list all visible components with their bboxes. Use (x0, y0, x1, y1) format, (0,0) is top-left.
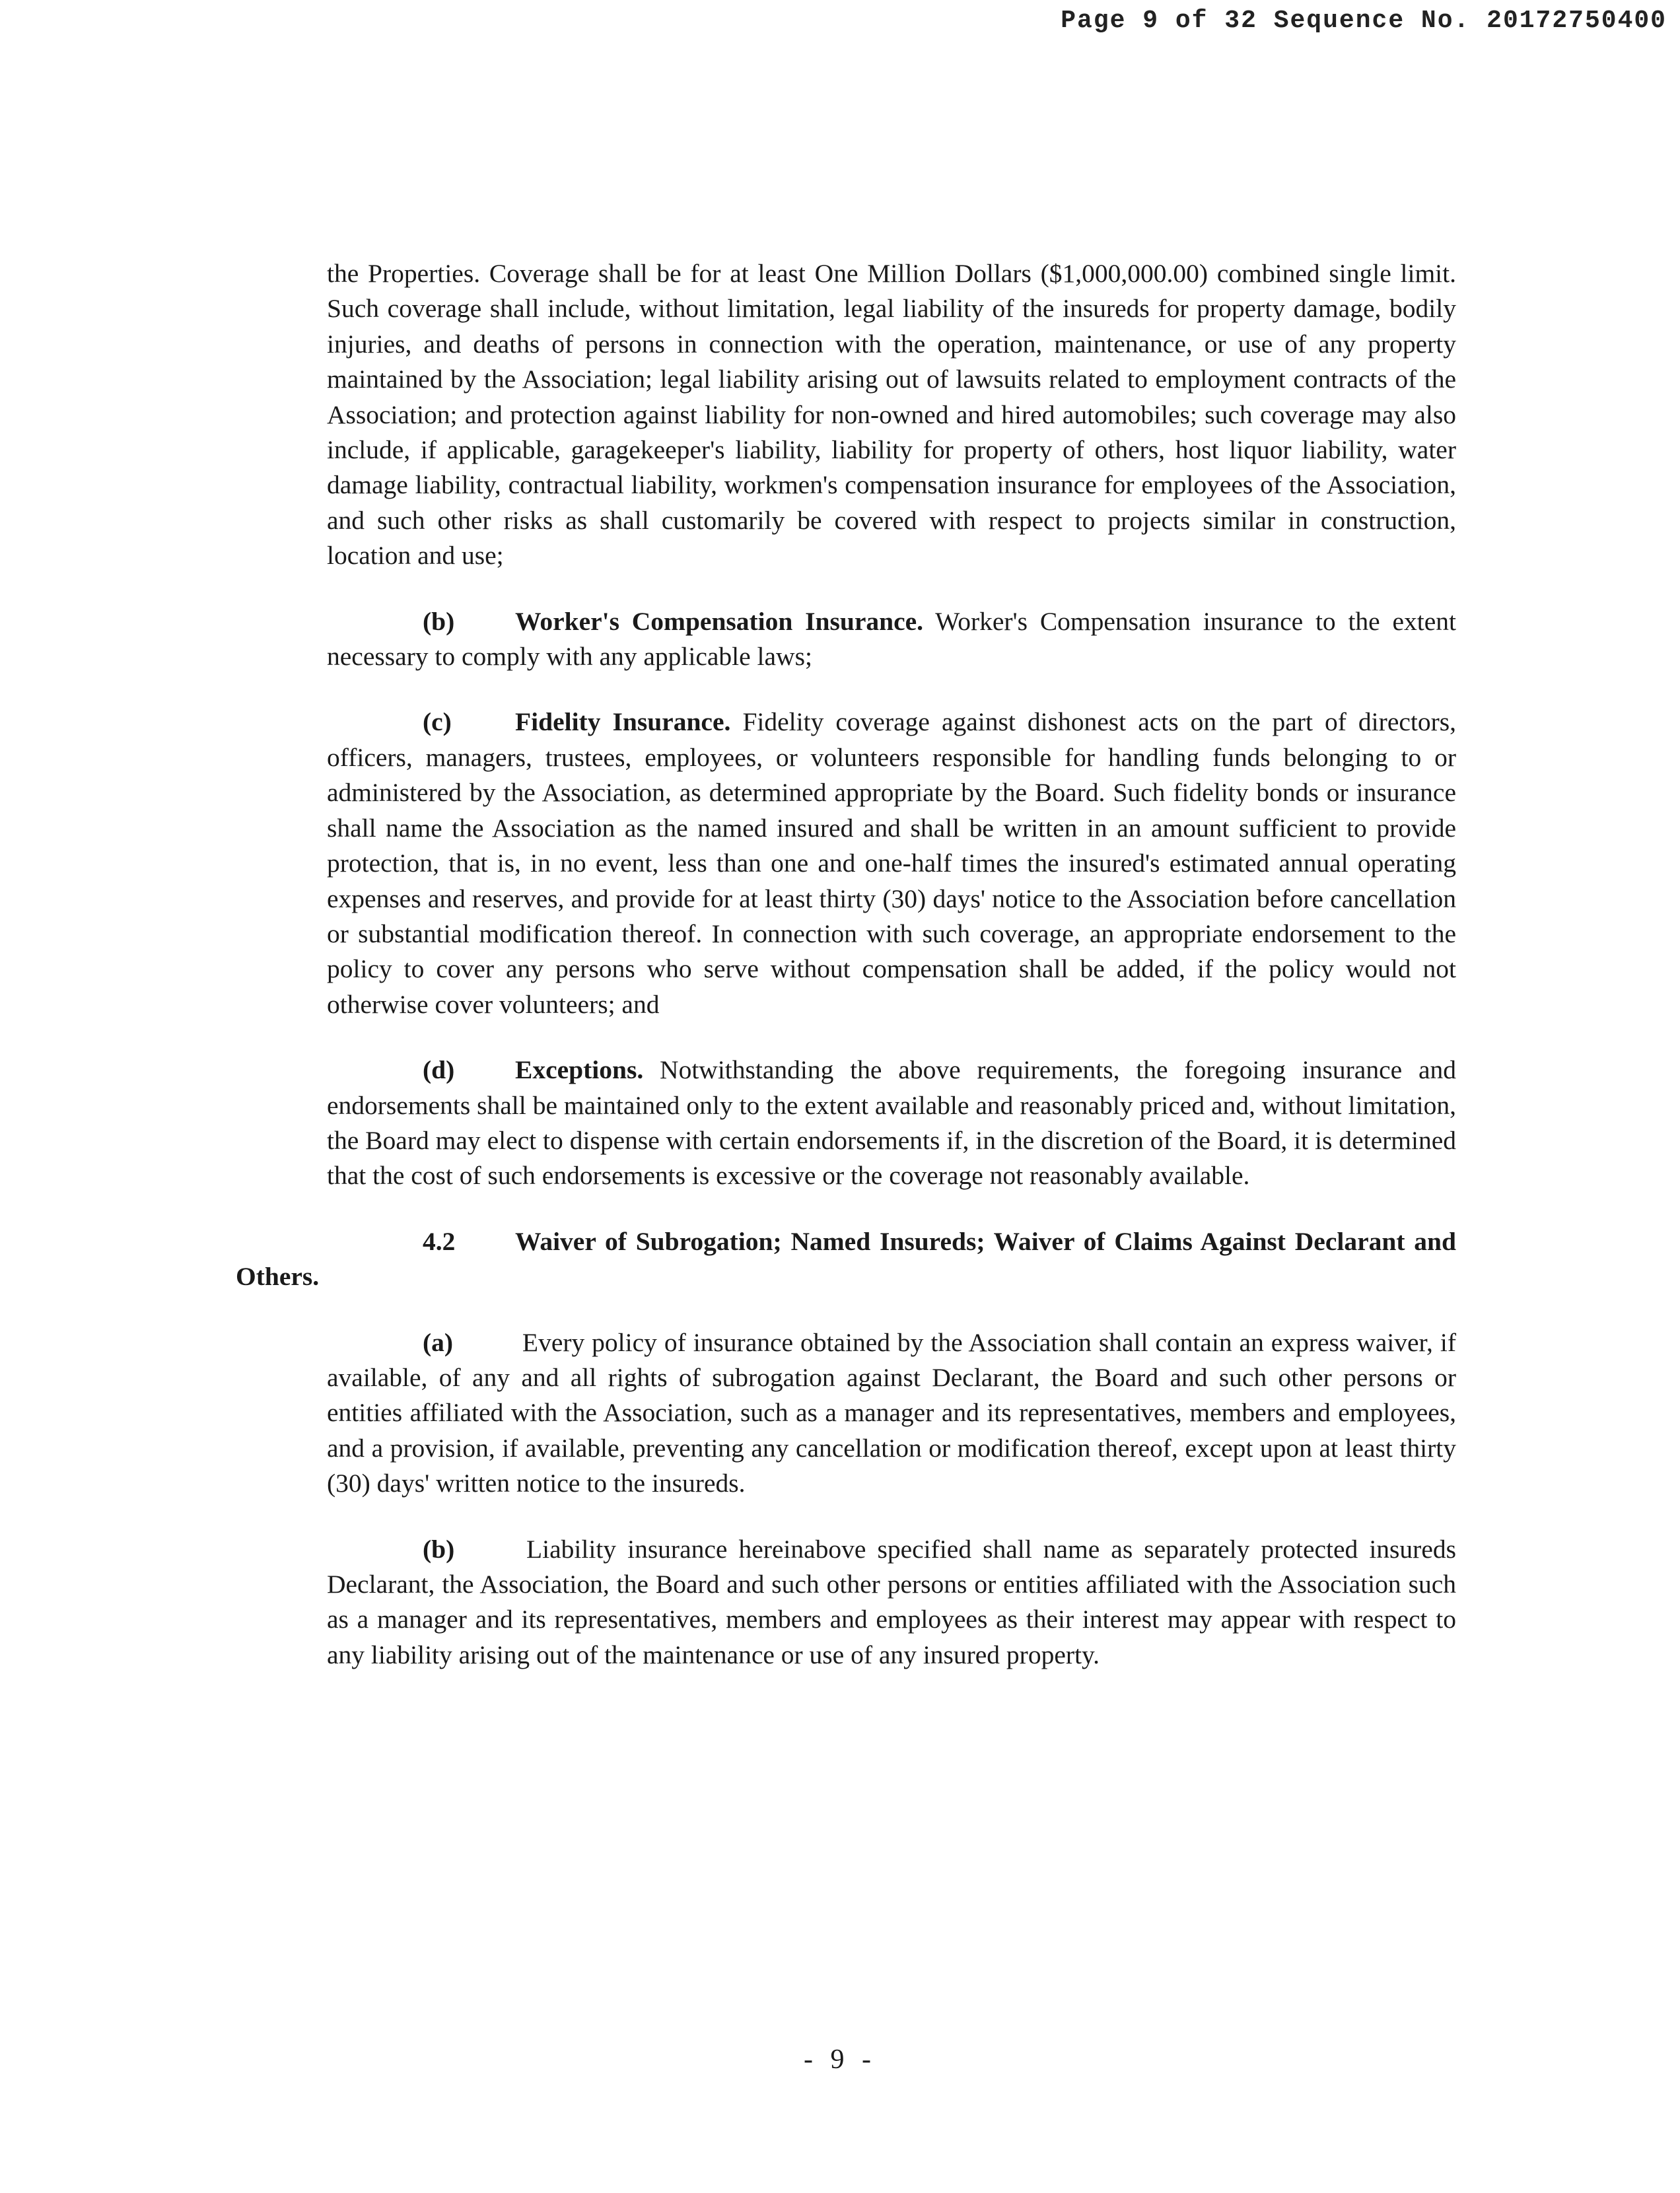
section-number: 4.2 (423, 1226, 456, 1256)
paragraph-c-fidelity (327, 705, 1456, 1022)
page-number-footer: - 9 - (804, 2044, 876, 2075)
paragraph-b-workers-comp (327, 604, 1456, 675)
paragraph-label: (a) (423, 1327, 454, 1357)
document-body (236, 256, 1457, 1673)
paragraph-label: (c) (423, 707, 452, 737)
section-4-2-paragraph-b (327, 1532, 1456, 1673)
section-4-2-paragraph-a (327, 1325, 1456, 1502)
paragraph-text: Liability insurance hereinabove specified shall name as separately protected insureds Declarant, the Association, the Board and such other persons or entities affiliated with the Association such as a manager and its representatives, members and employees as their interest may appear with respect to any liability arising out of the maintenance or use of any insured property. (327, 1534, 1456, 1669)
paragraph-title: Exceptions. (515, 1055, 644, 1085)
paragraph-label: (d) (423, 1055, 455, 1085)
liability-coverage-paragraph: the Properties. Coverage shall be for at least One Million Dollars ($1,000,000.00) combined single limit. Such coverage shall include, without limitation, legal liability of the insureds for property damage, bodily injuries, and deaths of persons in connection with the operation, maintenance, or use of any property maintained by the Association; legal liability arising out of lawsuits related to employment contracts of the Association; and protection against liability for non-owned and hired automobiles; such coverage may also include, if applicable, garagekeeper's liability, liability for property of others, host liquor liability, water damage liability, contractual liability, workmen's compensation insurance for employees of the Association, and such other risks as shall customarily be covered with respect to projects similar in construction, location and use; (327, 259, 1456, 571)
paragraph-text: Fidelity coverage against dishonest acts on the part of directors, officers, managers, trustees, employees, or volunteers responsible for handling funds belonging to or administered by the Association, as determined appropriate by the Board. Such fidelity bonds or insurance shall name the Association as the named insured and shall be written in an amount sufficient to provide protection, that is, in no event, less than one and one-half times the insured's estimated annual operating expenses and reserves, and provide for at least thirty (30) days' notice to the Association before cancellation or substantial modification thereof. In connection with such coverage, an appropriate endorsement to the policy to cover any persons who serve without compensation shall be added, if the policy would not otherwise cover volunteers; and (327, 707, 1457, 1019)
paragraph-title: Fidelity Insurance. (515, 707, 731, 737)
section-title: Waiver of Subrogation; Named Insureds; Waiver of Claims Against Declarant and Others. (236, 1226, 1456, 1292)
paragraph-label: (b) (423, 606, 455, 636)
paragraph-title: Worker's Compensation Insurance. (515, 606, 924, 636)
section-4-2-heading (236, 1224, 1456, 1295)
paragraph-label: (b) (423, 1534, 455, 1564)
paragraph-text: Every policy of insurance obtained by the Association shall contain an express waiver, if available, of any and all rights of subrogation against Declarant, the Board and such other persons or entities affiliated with the Association, such as a manager and its representatives, members and employees, and a provision, if available, preventing any cancellation or modification thereof, except upon at least thirty (30) days' written notice to the insureds. (327, 1327, 1456, 1498)
paragraph-text: Worker's Compensation insurance to the extent necessary to comply with any applicable laws; (327, 606, 1456, 672)
page-sequence-header: Page 9 of 32 Sequence No. 20172750400 (1061, 7, 1667, 35)
paragraph-d-exceptions (327, 1053, 1456, 1194)
paragraph-text: Notwithstanding the above requirements, the foregoing insurance and endorsements shall be maintained only to the extent available and reasonably priced and, without limitation, the Board may elect to dispense with certain endorsements if, in the discretion of the Board, it is determined that the cost of such endorsements is excessive or the coverage not reasonably available. (327, 1055, 1456, 1191)
